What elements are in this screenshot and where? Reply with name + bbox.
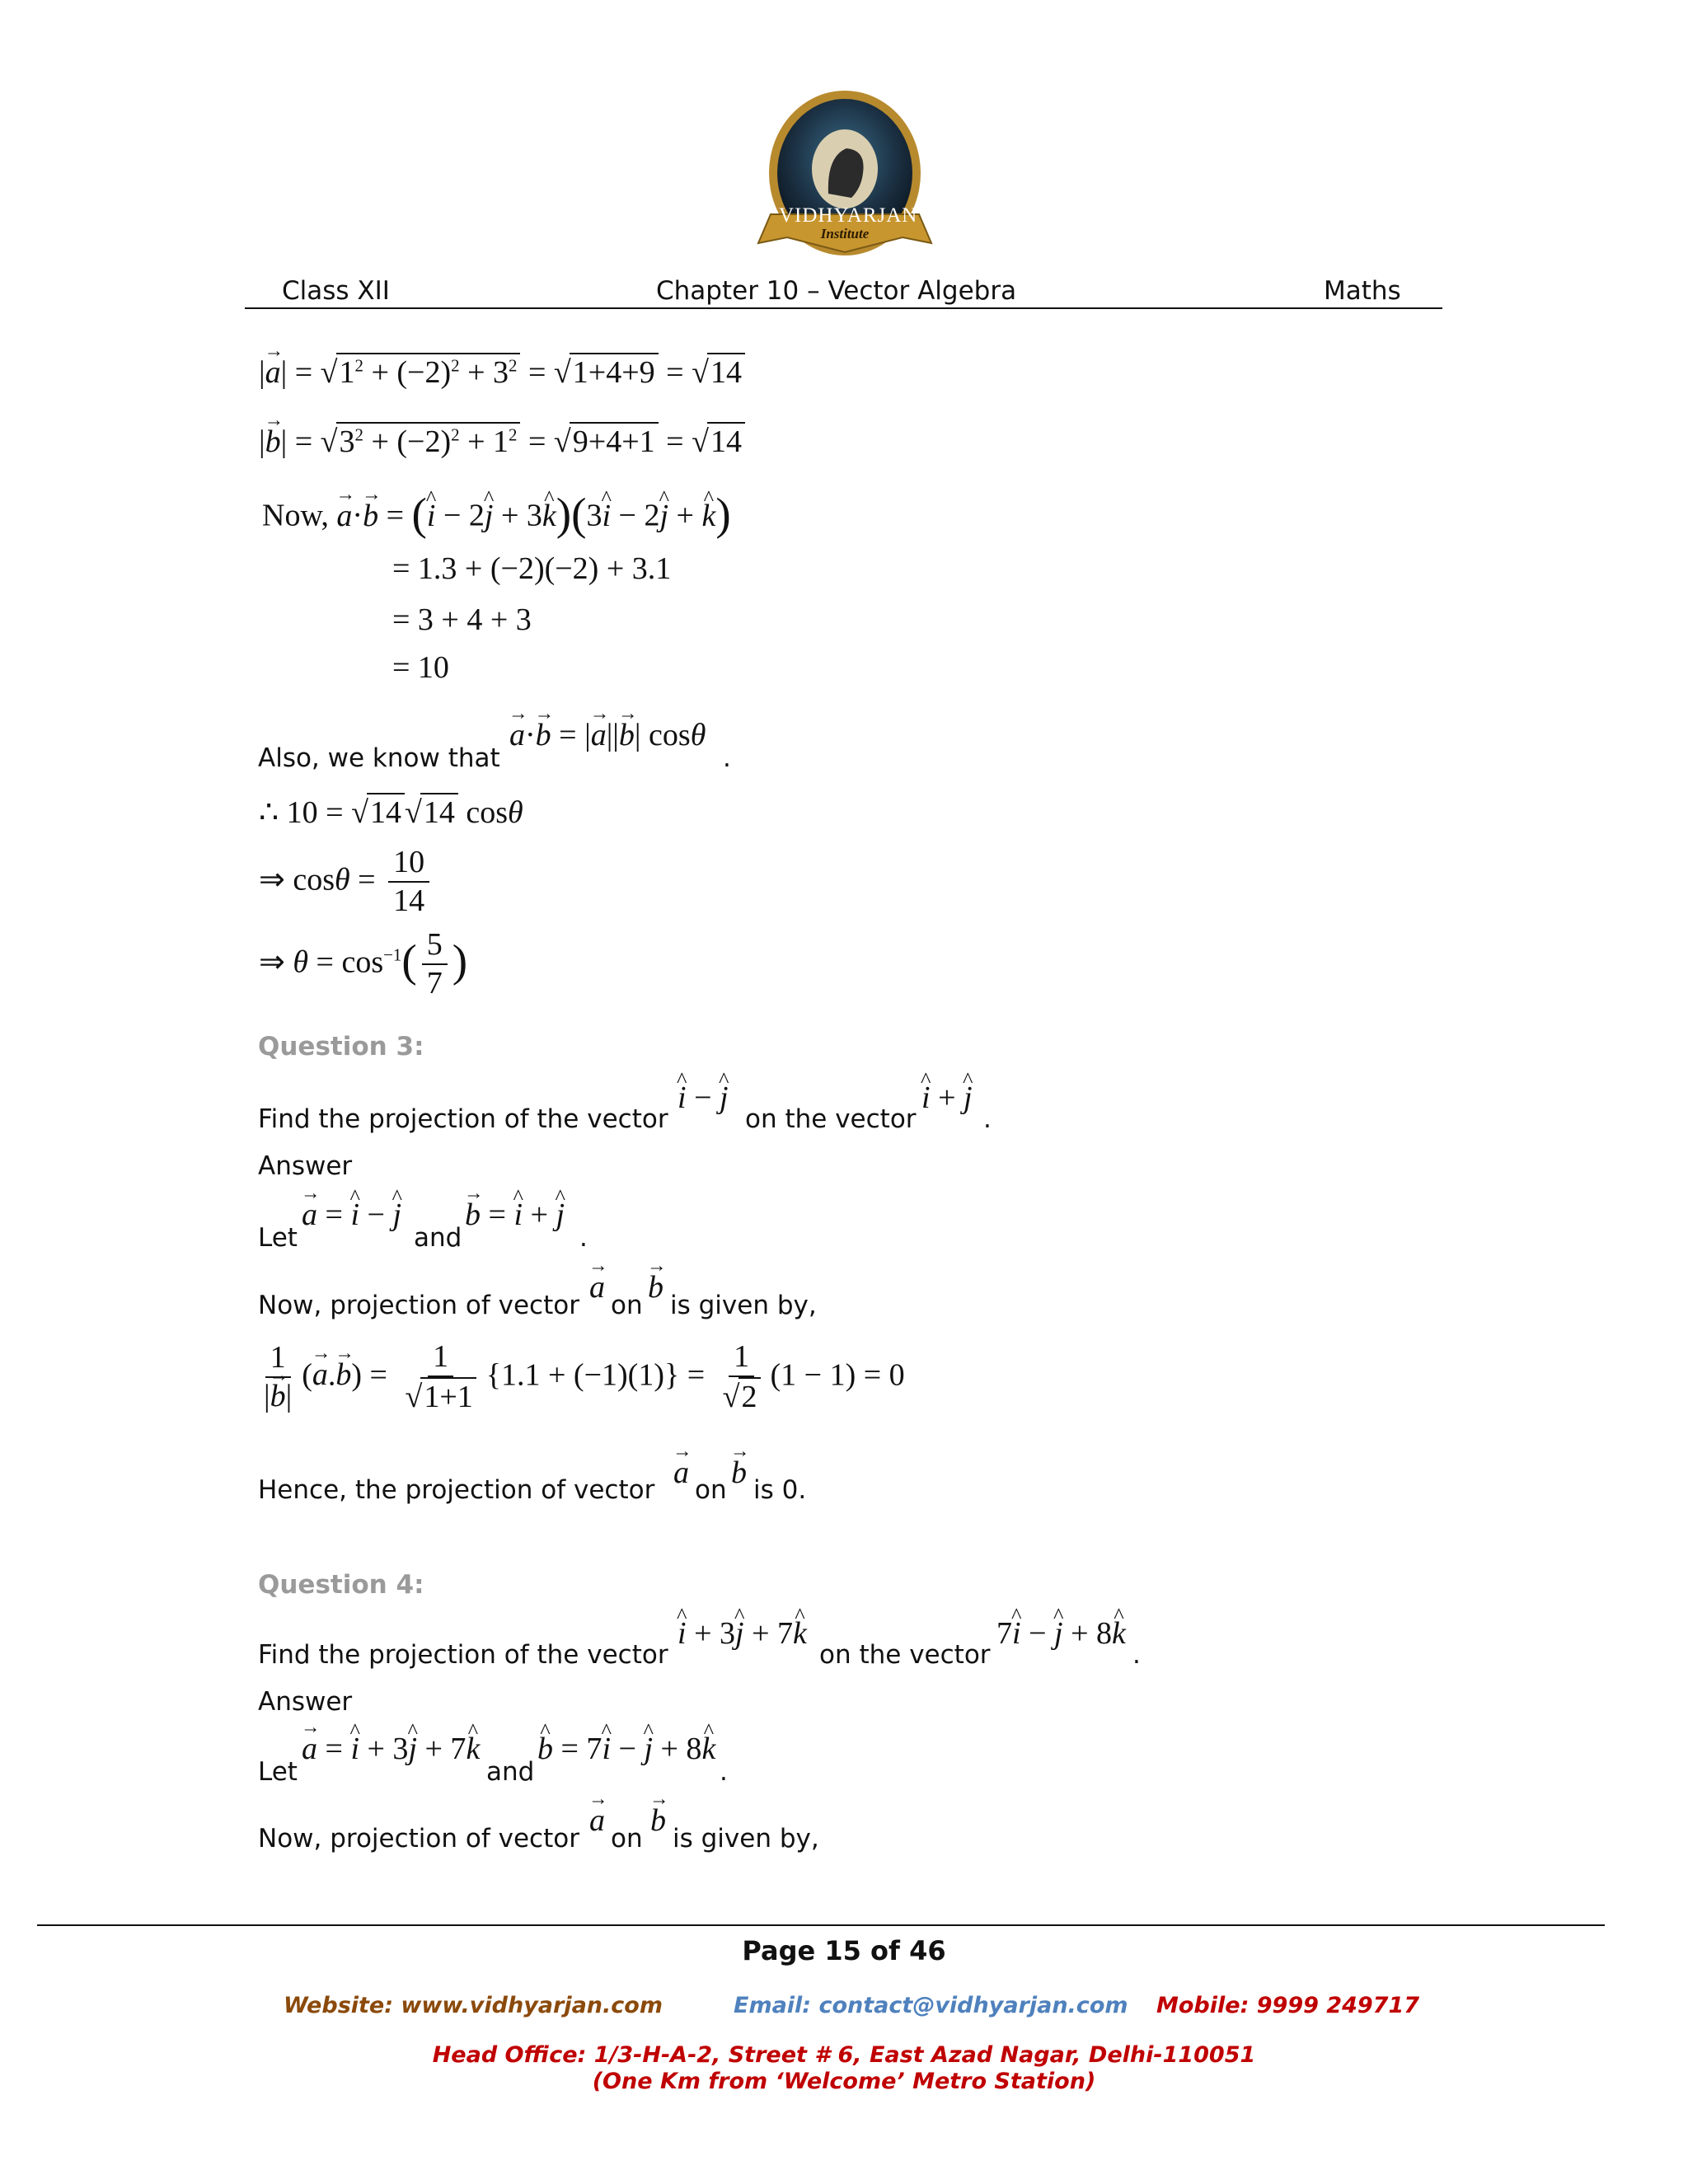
footer-mobile: Mobile: 9999 249717 [1156, 1993, 1420, 2018]
period: . [983, 1104, 992, 1134]
q3-on: on [611, 1291, 643, 1320]
q3-let-b: b → = i ^ + j ^ [465, 1197, 565, 1233]
page-number: Page 15 of 46 [742, 1935, 946, 1966]
math-cos-theta: ⇒ cosθ = $\frac{10}{14}$ [259, 845, 434, 920]
q4-vec-a: a → [589, 1802, 605, 1839]
chapter-title: Chapter 10 – Vector Algebra [656, 276, 1017, 306]
q3-concl-a: a → [673, 1455, 689, 1491]
q3-projection-post: is given by, [670, 1291, 817, 1320]
q4-answer-label: Answer [258, 1687, 353, 1717]
q3-projection-pre: Now, projection of vector [258, 1291, 579, 1320]
q3-vec-b: b → [648, 1269, 663, 1305]
q3-vector-2: i ^ + j ^ [921, 1080, 973, 1116]
logo-subtext: Institute [820, 226, 870, 241]
period: . [723, 743, 731, 773]
class-label: Class XII [282, 276, 390, 306]
q4-let-a: a → = i ^ + 3j ^ + 7k ^ [302, 1731, 480, 1767]
q3-vector-1: i ^ − j ^ [678, 1080, 729, 1116]
q4-vec-b: b → [650, 1802, 666, 1839]
institute-logo [738, 91, 952, 280]
math-therefore: ∴ 10 = √14 √14 cosθ [259, 793, 523, 831]
q4-vector-1: i ^ + 3j ^ + 7k ^ [678, 1615, 807, 1652]
period: . [1132, 1640, 1141, 1670]
q3-projection-calc: $\frac{1}{|b \to|}$ (a →.b →) = $\frac{1}{√1+1}$ {1.1 + (−1)(1)} = $\frac{1}{√2}$ (1 − 1) = 0 [254, 1339, 905, 1416]
header-rule [245, 307, 1442, 309]
q4-let: Let [258, 1757, 298, 1787]
q4-projection-post: is given by, [673, 1824, 819, 1854]
footer-address: Head Office: 1/3-H-A-2, Street # 6, East Azad Nagar, Delhi-110051 [432, 2042, 1256, 2068]
math-step-1: = 1.3 + (−2)(−2) + 3.1 [392, 551, 672, 586]
math-step-2: = 3 + 4 + 3 [392, 602, 532, 637]
q3-concl-b: b → [731, 1455, 747, 1491]
period: . [579, 1223, 588, 1253]
q3-and: and [414, 1223, 462, 1253]
math-mag-a: |a →| = $√1^2 + (-2)^2 + 3^2 = √1+4+9 = √14$ [259, 353, 745, 391]
logo-text: VIDHYARJAN [779, 204, 918, 227]
q3-let: Let [258, 1223, 298, 1253]
footer-landmark: (One Km from ‘Welcome’ Metro Station) [592, 2069, 1096, 2094]
math-step-3: = 10 [392, 650, 449, 685]
q4-and: and [486, 1757, 535, 1787]
footer-email[interactable]: Email: contact@vidhyarjan.com [734, 1993, 1128, 2018]
q4-question-pre: Find the projection of the vector [258, 1640, 668, 1670]
q3-let-a: a → = i ^ − j ^ [302, 1197, 401, 1233]
q3-concl-on: on [695, 1475, 727, 1505]
q4-vector-2: 7i ^ − j ^ + 8k ^ [996, 1615, 1126, 1652]
subject-label: Maths [1324, 276, 1401, 306]
question-3-heading: Question 3: [258, 1032, 424, 1062]
math-mag-b: |b →| = $√3^2 + (-2)^2 + 1^2 = √9+4+1 = √14$ [259, 422, 745, 460]
q3-answer-label: Answer [258, 1151, 353, 1181]
q4-projection-pre: Now, projection of vector [258, 1824, 579, 1854]
math-dot-formula: a →·b → = |a →||b →| cosθ [509, 717, 706, 753]
q3-question-mid: on the vector [745, 1104, 917, 1134]
math-dot-product: Now, a →·b → = (i ^ − 2j ^ + 3k ^)(3i ^ − 2j ^ + k ^) [262, 488, 731, 540]
q3-conclusion-post: is 0. [753, 1475, 807, 1505]
also-text: Also, we know that [258, 743, 500, 773]
q3-question-pre: Find the projection of the vector [258, 1104, 668, 1134]
period: . [720, 1757, 728, 1787]
q4-question-mid: on the vector [819, 1640, 991, 1670]
question-4-heading: Question 4: [258, 1570, 424, 1600]
footer-website[interactable]: Website: www.vidhyarjan.com [284, 1993, 663, 2018]
q3-vec-a: a → [589, 1269, 605, 1305]
math-theta: ⇒ $\theta = \cos^{-1}$( $\frac{5}{7}$ ) [259, 927, 468, 1001]
q4-on: on [611, 1824, 643, 1854]
footer-rule [37, 1924, 1605, 1926]
q4-let-b: b ^ = 7i ^ − j ^ + 8k ^ [537, 1731, 715, 1767]
q3-conclusion-pre: Hence, the projection of vector [258, 1475, 655, 1505]
